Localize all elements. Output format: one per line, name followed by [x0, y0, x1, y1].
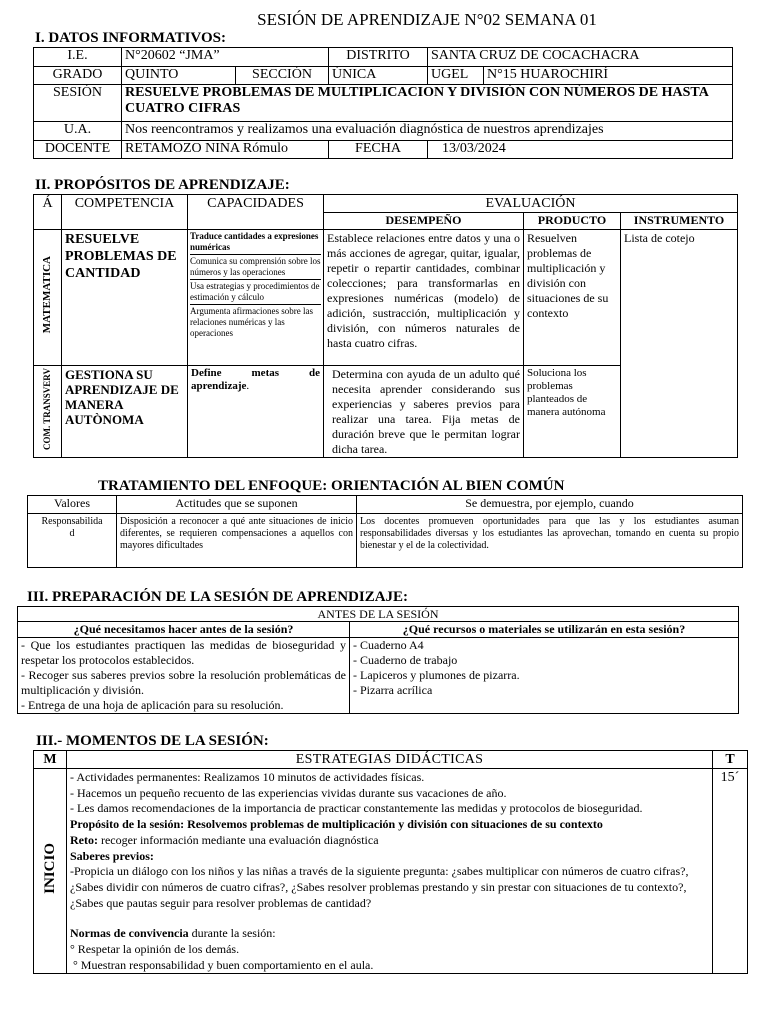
- area-transversal: COM. TRANSVERV: [34, 366, 62, 458]
- distrito-value: SANTA CRUZ DE COCACHACRA: [428, 48, 733, 67]
- recursos-list: [350, 638, 739, 714]
- propositos-table: [33, 194, 738, 458]
- desempeno-matematica: Establece relaciones entre datos y una o más acciones de agregar, quitar, igualar, repetir o repartir cantidades, combinar colecciones; para transformarlas en expresiones numéricas (modelo) de adición, sustracción, multiplicación y división, con números naturales de hasta cuatro cifras.: [324, 230, 524, 366]
- preparacion-table: [17, 606, 739, 714]
- capacidad-define-metas: Define metas de aprendizaje.: [188, 366, 324, 458]
- col-area: Á: [34, 195, 62, 230]
- docente-value: RETAMOZO NINA Rómulo: [122, 141, 329, 159]
- ie-label: I.E.: [34, 48, 122, 67]
- ua-value: Nos reencontramos y realizamos una evaluación diagnóstica de nuestros aprendizajes: [122, 122, 733, 141]
- col-m: M: [34, 751, 67, 769]
- demuestra-text: Los docentes promueven oportunidades para que las y los estudiantes asuman responsabilidades diversas y los estudiantes las aprovechan, tomando en cuenta su propio bienestar y el de la colectividad.: [357, 514, 743, 568]
- list-item: - Cuaderno de trabajo: [353, 653, 458, 667]
- sesion-label: SESIÓN: [34, 85, 122, 122]
- datos-table: [33, 47, 733, 159]
- capacidad-item: Traduce cantidades a expresiones numéricas: [190, 230, 321, 255]
- producto-transversal: Soluciona los problemas planteados de manera autónoma: [524, 366, 621, 458]
- ua-label: U.A.: [34, 122, 122, 141]
- ugel-value: N°15 HUAROCHIRÍ: [484, 67, 733, 85]
- col-instrumento: INSTRUMENTO: [621, 213, 738, 230]
- sesion-value: RESUELVE PROBLEMAS DE MULTIPLICACION Y DIVISIÓN CON NÚMEROS DE HASTA CUATRO CIFRAS: [122, 85, 733, 122]
- momentos-table: [33, 750, 748, 974]
- capacidad-item: Usa estrategias y procedimientos de estimación y cálculo: [190, 280, 321, 305]
- col-evaluacion: EVALUACIÓN: [324, 195, 738, 213]
- fecha-value: 13/03/2024: [428, 141, 733, 159]
- list-item: - Lapiceros y plumones de pizarra.: [353, 668, 520, 682]
- capacidades-list: [188, 230, 324, 366]
- list-item: - Entrega de una hoja de aplicación para su resolución.: [21, 698, 284, 712]
- estrategias-inicio: [67, 769, 713, 974]
- col-actitudes: Actitudes que se suponen: [117, 496, 357, 514]
- col-necesitamos: ¿Qué necesitamos hacer antes de la sesión?: [18, 622, 350, 638]
- producto-matematica: Resuelven problemas de multiplicación y división con situaciones de su contexto: [524, 230, 621, 366]
- section-enfoque-heading: TRATAMIENTO DEL ENFOQUE: ORIENTACIÓN AL BIEN COMÚN: [98, 478, 565, 494]
- section-preparacion-heading: III. PREPARACIÓN DE LA SESIÓN DE APRENDIZAJE:: [27, 589, 409, 605]
- saberes-label: Saberes previos:: [70, 848, 154, 863]
- col-t: T: [713, 751, 748, 769]
- fecha-label: FECHA: [329, 141, 428, 159]
- antes-sesion: ANTES DE LA SESIÓN: [18, 607, 739, 622]
- competencia-gestiona: GESTIONA SU APRENDIZAJE DE MANERA AUTÒNOMA: [62, 366, 188, 458]
- reto-line: Reto: recoger información mediante una evaluación diagnóstica: [70, 832, 379, 847]
- list-item: - Recoger sus saberes previos sobre la resolución problemáticas de multiplicación y división.: [21, 668, 346, 697]
- col-capacidades: CAPACIDADES: [188, 195, 324, 230]
- col-recursos: ¿Qué recursos o materiales se utilizarán en esta sesión?: [350, 622, 739, 638]
- capacidad-item: Argumenta afirmaciones sobre las relaciones numéricas y las operaciones: [190, 306, 314, 338]
- col-desempeno: DESEMPEÑO: [324, 213, 524, 230]
- col-producto: PRODUCTO: [524, 213, 621, 230]
- capacidad-item: Comunica su comprensión sobre los números y las operaciones: [190, 255, 321, 280]
- list-item: - Actividades permanentes: Realizamos 10 minutos de actividades físicas.: [70, 770, 425, 784]
- grado-label: GRADO: [34, 67, 122, 85]
- proposito-sesion: Propósito de la sesión: Resolvemos problemas de multiplicación y división con situaciones de su contexto: [70, 817, 603, 832]
- list-item: - Cuaderno A4: [353, 638, 424, 652]
- section-momentos-heading: III.- MOMENTOS DE LA SESIÓN:: [36, 733, 269, 749]
- enfoque-table: [27, 495, 743, 568]
- list-item: ° Muestran responsabilidad y buen comportamiento en el aula.: [70, 957, 374, 972]
- page-title: SESIÓN DE APRENDIZAJE N°02 SEMANA 01: [257, 10, 597, 29]
- necesitamos-list: [18, 638, 350, 714]
- docente-label: DOCENTE: [34, 141, 122, 159]
- seccion-value: ÚNICA: [329, 67, 428, 85]
- saberes-text: -Propicia un diálogo con los niños y las niñas a través de la siguiente pregunta: ¿sabes multiplicar con números de cuatro cifras?, ¿Sabes dividir con números de cuatro cifras?, ¿Sabes resolver problemas prestando y sin prestar con situaciones de tu contexto?, ¿Sabes que pautas seguir para resolver problemas de cantidad?: [70, 864, 689, 910]
- seccion-label: SECCIÓN: [236, 67, 329, 85]
- actitud-text: Disposición a reconocer a qué ante situaciones de inicio diferentes, se requieren compensaciones a aquellos con mayores dificultades: [117, 514, 357, 568]
- ie-value: N°20602 “JMA”: [122, 48, 329, 67]
- list-item: - Hacemos un pequeño recuento de las experiencias vividas durante sus vacaciones de año.: [70, 785, 507, 800]
- list-item: - Les damos recomendaciones de la importancia de practicar constantemente las medidas y protocolos de bioseguridad.: [70, 801, 643, 816]
- valor-responsabilidad: Responsabilida d: [28, 514, 117, 568]
- instrumento-lista: Lista de cotejo: [621, 230, 738, 458]
- desempeno-transversal: Determina con ayuda de un adulto qué necesita aprender considerando sus experiencias y saberes previos para realizar una tarea. Fija metas de duración breve que le permitan lograr dicha tarea.: [324, 366, 524, 458]
- col-demuestra: Se demuestra, por ejemplo, cuando: [357, 496, 743, 514]
- tiempo-inicio: 15´: [713, 769, 748, 974]
- distrito-label: DISTRITO: [329, 48, 428, 67]
- fase-inicio: INICIO: [34, 769, 67, 974]
- list-item: - Pizarra acrílica: [353, 683, 433, 697]
- list-item: ° Respetar la opinión de los demás.: [70, 942, 240, 957]
- section-propositos-heading: II. PROPÓSITOS DE APRENDIZAJE:: [35, 177, 290, 193]
- grado-value: QUINTO: [122, 67, 236, 85]
- list-item: - Que los estudiantes practiquen las medidas de bioseguridad y respetar los protocolos establecidos.: [21, 638, 346, 667]
- area-matematica: MATEMATICA: [34, 230, 62, 366]
- ugel-label: UGEL: [428, 67, 484, 85]
- col-valores: Valores: [28, 496, 117, 514]
- section-datos-heading: I. DATOS INFORMATIVOS:: [35, 30, 226, 46]
- normas-line: Normas de convivencia durante la sesión:: [70, 926, 276, 941]
- competencia-resuelve: RESUELVE PROBLEMAS DE CANTIDAD: [62, 230, 188, 366]
- col-estrategias: ESTRATEGIAS DIDÁCTICAS: [67, 751, 713, 769]
- col-competencia: COMPETENCIA: [62, 195, 188, 230]
